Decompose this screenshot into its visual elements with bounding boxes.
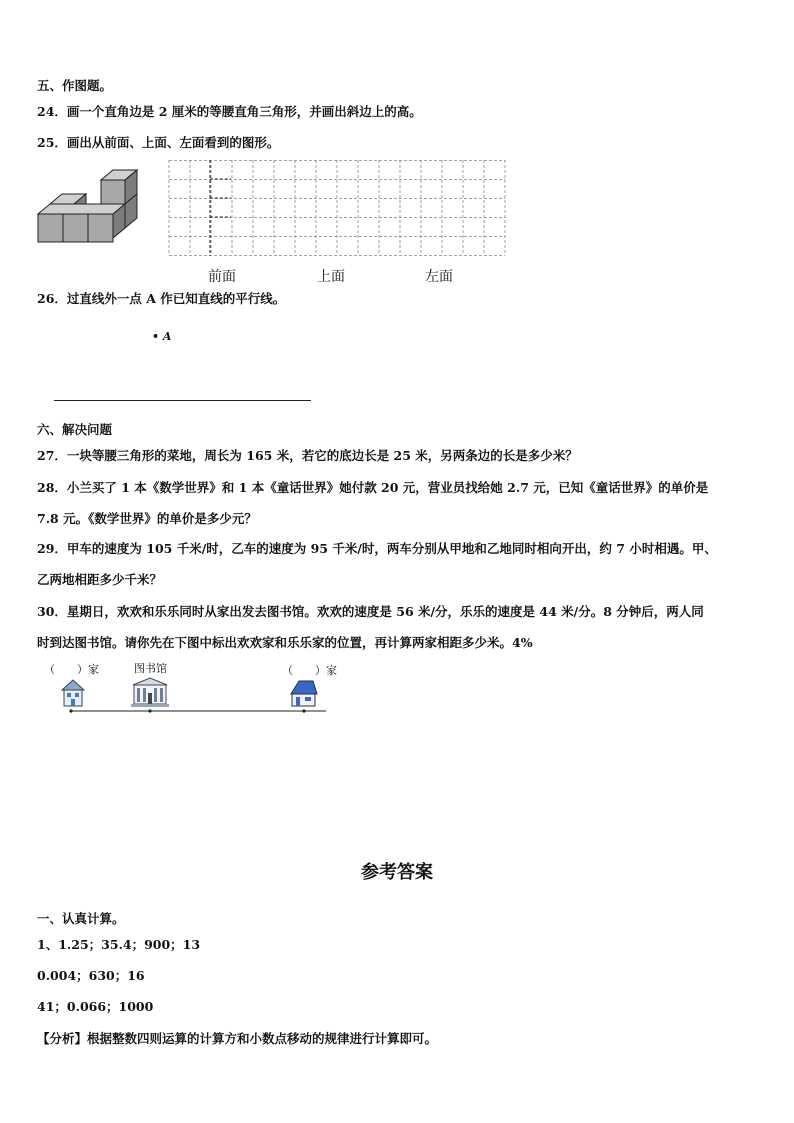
route-point-left bbox=[69, 709, 72, 712]
library-label: 图书馆 bbox=[134, 662, 167, 675]
question-29-line2: 乙两地相距多少千米？ bbox=[37, 572, 163, 587]
answer-title: 参考答案 bbox=[361, 862, 433, 883]
point-a-label: • A bbox=[152, 330, 172, 343]
question-29-line1: 29．甲车的速度为 105 千米/时，乙车的速度为 95 千米/时，两车分别从甲地和乙地同时相向开出，约 7 小时相遇。甲、 bbox=[37, 541, 717, 556]
home-right-label: （ ）家 bbox=[282, 664, 337, 677]
view-label-left: 左面 bbox=[425, 269, 453, 285]
home-left-label: （ ）家 bbox=[44, 663, 99, 676]
question-27: 27．一块等腰三角形的菜地，周长为 165 米，若它的底边长是 25 米，另两条边的长是多少米？ bbox=[37, 448, 578, 463]
answer-line-2: 0.004；630；16 bbox=[37, 968, 145, 983]
route-point-library bbox=[148, 709, 151, 712]
section5-title: 五、作图题。 bbox=[37, 78, 113, 93]
drawing-grid[interactable] bbox=[168, 160, 506, 256]
answer-line-3: 41；0.066；1000 bbox=[37, 999, 154, 1014]
question-26: 26．过直线外一点 A 作已知直线的平行线。 bbox=[37, 291, 286, 306]
answer-line-1: 1、1.25；35.4；900；13 bbox=[37, 937, 201, 952]
question-28-line2: 7.8 元。《数学世界》的单价是多少元？ bbox=[37, 511, 257, 526]
house-right-icon bbox=[285, 678, 319, 708]
answer-section1-title: 一、认真计算。 bbox=[37, 911, 125, 926]
question-24: 24．画一个直角边是 2 厘米的等腰直角三角形，并画出斜边上的高。 bbox=[37, 104, 422, 119]
question-30-line2: 时到达图书馆。请你先在下图中标出欢欢家和乐乐家的位置，再计算两家相距多少米。4% bbox=[37, 635, 533, 650]
view-label-front: 前面 bbox=[208, 269, 236, 285]
question-30-line1: 30．星期日，欢欢和乐乐同时从家出发去图书馆。欢欢的速度是 56 米/分，乐乐的速度是 44 米/分。8 分钟后，两人同 bbox=[37, 604, 704, 619]
route-line bbox=[68, 707, 330, 715]
house-left-icon bbox=[60, 678, 86, 708]
question-25: 25．画出从前面、上面、左面看到的图形。 bbox=[37, 135, 280, 150]
library-icon bbox=[129, 676, 171, 708]
given-line bbox=[54, 400, 311, 401]
cube-front-face bbox=[101, 180, 125, 204]
section6-title: 六、解决问题 bbox=[37, 422, 113, 437]
answer-analysis: 【分析】根据整数四则运算的计算方和小数点移动的规律进行计算即可。 bbox=[37, 1031, 438, 1046]
route-point-right bbox=[302, 709, 305, 712]
view-label-top: 上面 bbox=[317, 269, 345, 285]
cube-figure bbox=[36, 168, 140, 244]
question-28-line1: 28．小兰买了 1 本《数学世界》和 1 本《童话世界》她付款 20 元，营业员找给她 2.7 元，已知《童话世界》的单价是 bbox=[37, 480, 709, 495]
